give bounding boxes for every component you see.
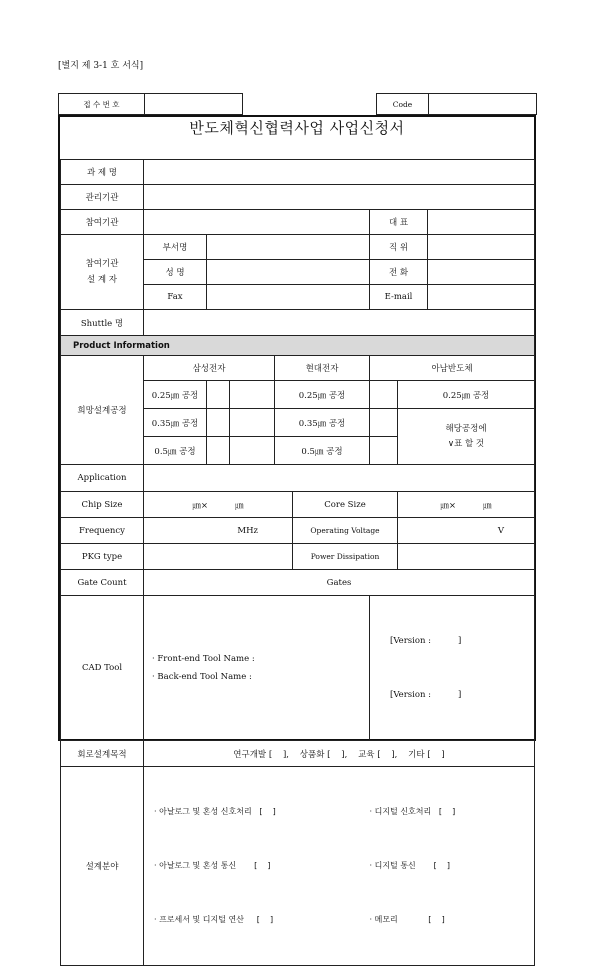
application-label: Application bbox=[61, 465, 144, 492]
operating-voltage-field[interactable]: V bbox=[398, 518, 535, 544]
gate-count-field[interactable]: Gates bbox=[144, 570, 535, 596]
header-gap bbox=[243, 94, 377, 115]
vendor-hyundai: 현대전자 bbox=[275, 356, 370, 381]
product-info-heading: Product Information bbox=[61, 336, 535, 356]
desired-process-label: 희망설계공정 bbox=[61, 356, 144, 465]
hyundai-check-025[interactable] bbox=[370, 381, 398, 409]
shuttle-name-field[interactable] bbox=[144, 310, 535, 336]
managing-org-field[interactable] bbox=[144, 185, 535, 210]
fax-label: Fax bbox=[144, 285, 207, 310]
design-option-processor[interactable]: · 프로세서 및 디지털 연산 [ ] bbox=[154, 915, 274, 924]
participating-org-field[interactable] bbox=[144, 210, 370, 235]
form-title: 반도체혁신협력사업 사업신청서 bbox=[189, 119, 405, 137]
samsung-process-035: 0.35㎛ 공정 bbox=[144, 409, 207, 437]
design-option-memory[interactable]: · 메모리 [ ] bbox=[369, 915, 445, 924]
design-field-right[interactable] bbox=[370, 767, 535, 966]
phone-field[interactable] bbox=[428, 260, 535, 285]
anam-process-025: 0.25㎛ 공정 bbox=[398, 381, 535, 409]
code-field[interactable] bbox=[429, 94, 537, 115]
project-name-field[interactable] bbox=[144, 160, 535, 185]
vendor-samsung: 삼성전자 bbox=[144, 356, 275, 381]
power-dissipation-label: Power Dissipation bbox=[293, 544, 398, 570]
cad-tool-versions[interactable] bbox=[370, 596, 535, 741]
design-option-analog-signal[interactable]: · 아날로그 및 혼성 신호처리 [ ] bbox=[154, 807, 276, 816]
form-code: [별지 제 3-1 호 서식] bbox=[58, 61, 144, 71]
frequency-field[interactable]: MHz bbox=[144, 518, 293, 544]
cad-tool-label: CAD Tool bbox=[61, 596, 144, 741]
design-field-left[interactable] bbox=[144, 767, 370, 966]
name-label: 성 명 bbox=[144, 260, 207, 285]
managing-org-label: 관리기관 bbox=[61, 185, 144, 210]
samsung-process-05: 0.5㎛ 공정 bbox=[144, 437, 207, 465]
design-option-analog-comm[interactable]: · 아날로그 및 혼성 통신 [ ] bbox=[154, 861, 271, 870]
department-field[interactable] bbox=[207, 235, 370, 260]
frequency-label: Frequency bbox=[61, 518, 144, 544]
email-field[interactable] bbox=[428, 285, 535, 310]
vendor-anam: 아남반도체 bbox=[370, 356, 535, 381]
core-size-label: Core Size bbox=[293, 492, 398, 518]
gate-count-label: Gate Count bbox=[61, 570, 144, 596]
design-option-digital-signal[interactable]: · 디지털 신호처리 [ ] bbox=[369, 807, 456, 816]
chip-size-field[interactable]: ㎛× ㎛ bbox=[144, 492, 293, 518]
design-field-label: 설계분야 bbox=[61, 767, 144, 966]
project-name-label: 과 제 명 bbox=[61, 160, 144, 185]
samsung-process-025: 0.25㎛ 공정 bbox=[144, 381, 207, 409]
core-size-field[interactable]: ㎛× ㎛ bbox=[398, 492, 535, 518]
reception-header bbox=[58, 93, 537, 115]
operating-voltage-label: Operating Voltage bbox=[293, 518, 398, 544]
pkg-type-field[interactable] bbox=[144, 544, 293, 570]
designer-group-label: 참여기관 설 계 자 bbox=[61, 235, 144, 310]
representative-field[interactable] bbox=[428, 210, 535, 235]
reception-number-label: 접 수 번 호 bbox=[59, 94, 145, 115]
samsung-check-035-wrap bbox=[207, 409, 275, 437]
email-label: E-mail bbox=[370, 285, 428, 310]
back-end-version: [Version : ] bbox=[390, 690, 462, 700]
front-end-version: [Version : ] bbox=[390, 636, 462, 646]
representative-label: 대 표 bbox=[370, 210, 428, 235]
samsung-check-05-wrap bbox=[207, 437, 275, 465]
samsung-check-05[interactable] bbox=[229, 437, 274, 464]
name-field[interactable] bbox=[207, 260, 370, 285]
reception-number-field[interactable] bbox=[145, 94, 243, 115]
cad-tool-names[interactable] bbox=[144, 596, 370, 741]
samsung-check-035[interactable] bbox=[229, 409, 274, 436]
circuit-purpose-options[interactable]: 연구개발 [ ], 상품화 [ ], 교육 [ ], 기타 [ ] bbox=[144, 741, 535, 767]
application-field[interactable] bbox=[144, 465, 535, 492]
process-note: 해당공정에 ∨표 할 것 bbox=[398, 409, 535, 465]
chip-size-label: Chip Size bbox=[61, 492, 144, 518]
hyundai-check-05[interactable] bbox=[370, 437, 398, 465]
power-dissipation-field[interactable] bbox=[398, 544, 535, 570]
front-end-tool: · Front-end Tool Name : bbox=[152, 654, 255, 664]
position-label: 직 위 bbox=[370, 235, 428, 260]
participating-org-label: 참여기관 bbox=[61, 210, 144, 235]
samsung-check-025[interactable] bbox=[229, 381, 274, 408]
circuit-purpose-label: 회로설계목적 bbox=[61, 741, 144, 767]
shuttle-name-label: Shuttle 명 bbox=[61, 310, 144, 336]
department-label: 부서명 bbox=[144, 235, 207, 260]
hyundai-process-035: 0.35㎛ 공정 bbox=[275, 409, 370, 437]
back-end-tool: · Back-end Tool Name : bbox=[152, 672, 252, 682]
hyundai-process-025: 0.25㎛ 공정 bbox=[275, 381, 370, 409]
design-option-digital-comm[interactable]: · 디지털 통신 [ ] bbox=[369, 861, 450, 870]
phone-label: 전 화 bbox=[370, 260, 428, 285]
position-field[interactable] bbox=[428, 235, 535, 260]
samsung-check-025-wrap bbox=[207, 381, 275, 409]
application-form-table bbox=[60, 159, 535, 966]
hyundai-process-05: 0.5㎛ 공정 bbox=[275, 437, 370, 465]
pkg-type-label: PKG type bbox=[61, 544, 144, 570]
hyundai-check-035[interactable] bbox=[370, 409, 398, 437]
code-label: Code bbox=[377, 94, 429, 115]
fax-field[interactable] bbox=[207, 285, 370, 310]
